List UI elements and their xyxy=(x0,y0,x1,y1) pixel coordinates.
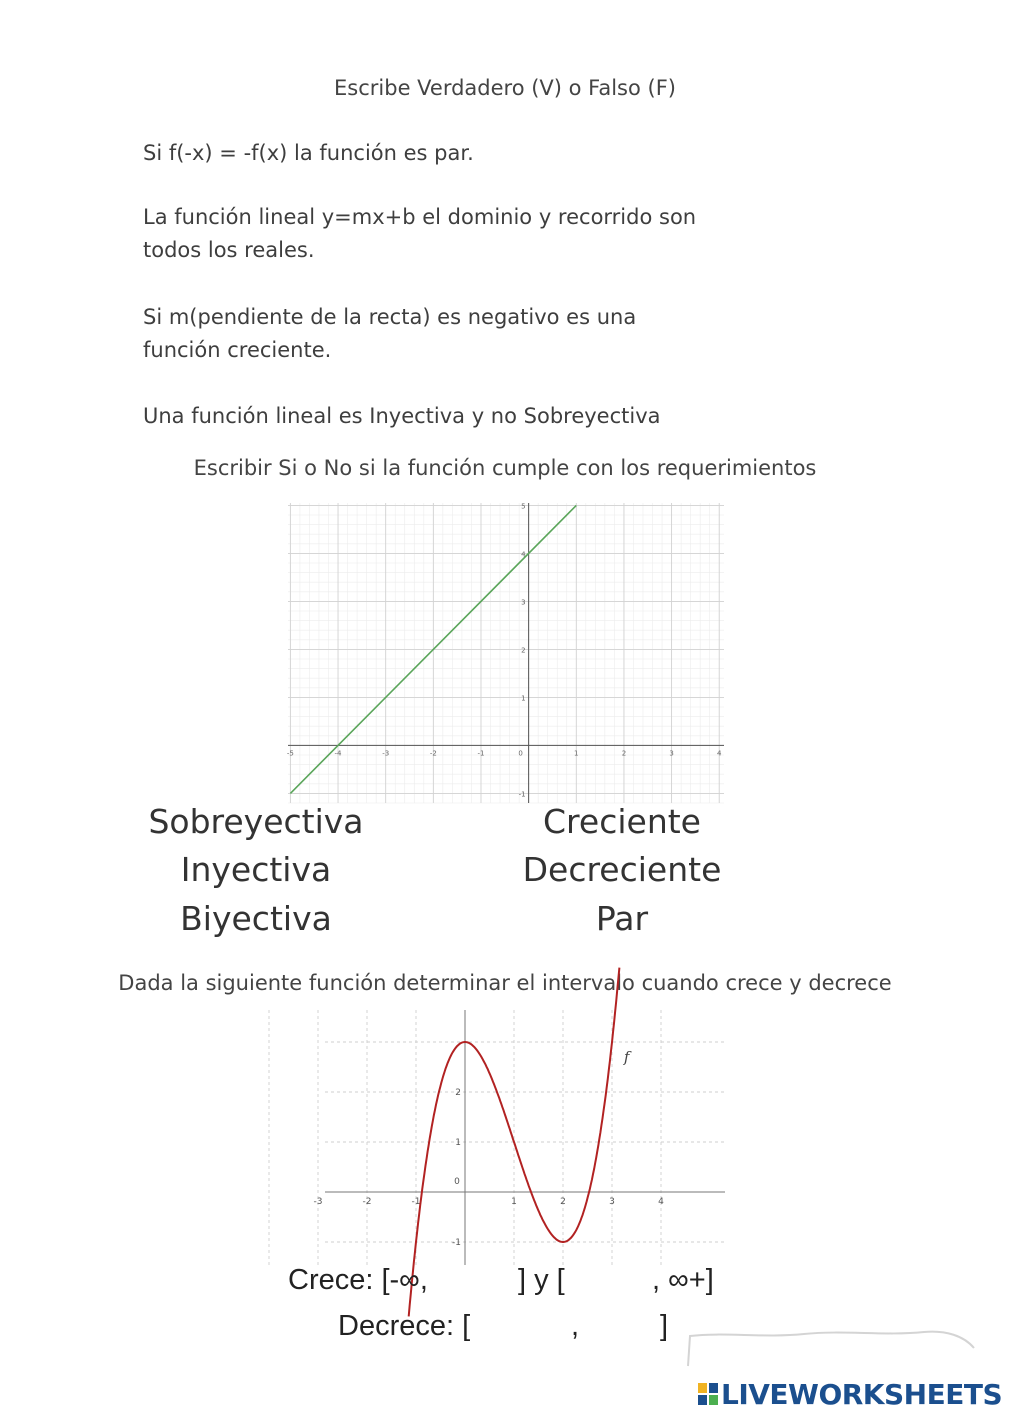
x-tick-label: -2 xyxy=(362,1197,372,1207)
section3-title: Dada la siguiente función determinar el intervalo cuando crece y decrece xyxy=(118,971,892,995)
x-tick-label: 4 xyxy=(717,749,722,758)
statement-2-line1: La función lineal y=mx+b el dominio y recorrido son xyxy=(143,205,697,229)
option-decreciente: Decreciente xyxy=(522,850,722,889)
statement-4 xyxy=(143,400,661,433)
y-tick-label: -1 xyxy=(452,1238,461,1248)
y-tick-label: 1 xyxy=(521,694,526,703)
y-tick-label: 3 xyxy=(521,598,526,607)
decrece-prefix: Decrece: [ xyxy=(338,1310,471,1342)
curve-label-f: f xyxy=(623,1048,630,1066)
statement-4-text: Una función lineal es Inyectiva y no Sobreyectiva xyxy=(143,404,661,428)
option-par: Par xyxy=(595,899,649,938)
logo-grid-icon xyxy=(697,1381,719,1407)
logo-text: LIVEWORKSHEETS xyxy=(721,1378,1003,1411)
x-tick-label: -1 xyxy=(411,1197,421,1207)
x-tick-label: -5 xyxy=(286,749,294,758)
x-tick-label: -3 xyxy=(382,749,390,758)
linear-chart xyxy=(288,503,724,803)
page-title: Escribe Verdadero (V) o Falso (F) xyxy=(334,76,676,100)
statement-2-line2: todos los reales. xyxy=(143,238,315,262)
x-tick-label: 0 xyxy=(518,749,523,758)
y-tick-label: 4 xyxy=(521,550,526,559)
x-tick-label: 0 xyxy=(454,1177,460,1187)
statement-1-text: Si f(-x) = -f(x) la función es par. xyxy=(143,141,474,165)
statement-3-line2: función creciente. xyxy=(143,338,332,362)
crece-suffix: , ∞+] xyxy=(652,1264,714,1296)
option-creciente: Creciente xyxy=(543,802,701,841)
crece-prefix: Crece: [-∞, xyxy=(288,1264,428,1296)
statement-3 xyxy=(143,301,636,367)
x-tick-label: -1 xyxy=(477,749,485,758)
y-tick-label: 5 xyxy=(521,502,526,511)
option-sobreyectiva: Sobreyectiva xyxy=(148,802,364,841)
crece-mid: ] y [ xyxy=(518,1264,565,1296)
x-tick-label: -3 xyxy=(313,1197,323,1207)
x-tick-label: 2 xyxy=(560,1197,566,1207)
statement-2 xyxy=(143,201,696,267)
x-tick-label: 4 xyxy=(658,1197,664,1207)
option-biyectiva: Biyectiva xyxy=(180,899,332,938)
x-tick-label: 2 xyxy=(621,749,627,758)
y-tick-label: -1 xyxy=(518,790,526,799)
liveworksheets-logo xyxy=(697,1378,1002,1411)
y-tick-label: 2 xyxy=(455,1088,461,1098)
x-tick-label: -4 xyxy=(334,749,342,758)
x-tick-label: 1 xyxy=(511,1197,517,1207)
decrece-mid: , xyxy=(571,1310,580,1342)
y-tick-label: 1 xyxy=(455,1138,461,1148)
statement-3-line1: Si m(pendiente de la recta) es negativo es una xyxy=(143,305,637,329)
x-tick-label: 3 xyxy=(609,1197,615,1207)
x-tick-label: 1 xyxy=(574,749,579,758)
section2-title: Escribir Si o No si la función cumple con los requerimientos xyxy=(193,456,817,480)
x-tick-label: 3 xyxy=(669,749,674,758)
statement-1 xyxy=(143,137,474,170)
x-tick-label: -2 xyxy=(429,749,437,758)
cubic-chart xyxy=(313,1010,725,1265)
scan-artifact xyxy=(684,1326,980,1370)
option-inyectiva: Inyectiva xyxy=(180,850,332,889)
y-tick-label: 2 xyxy=(521,646,526,655)
decrece-suffix: ] xyxy=(660,1310,669,1342)
